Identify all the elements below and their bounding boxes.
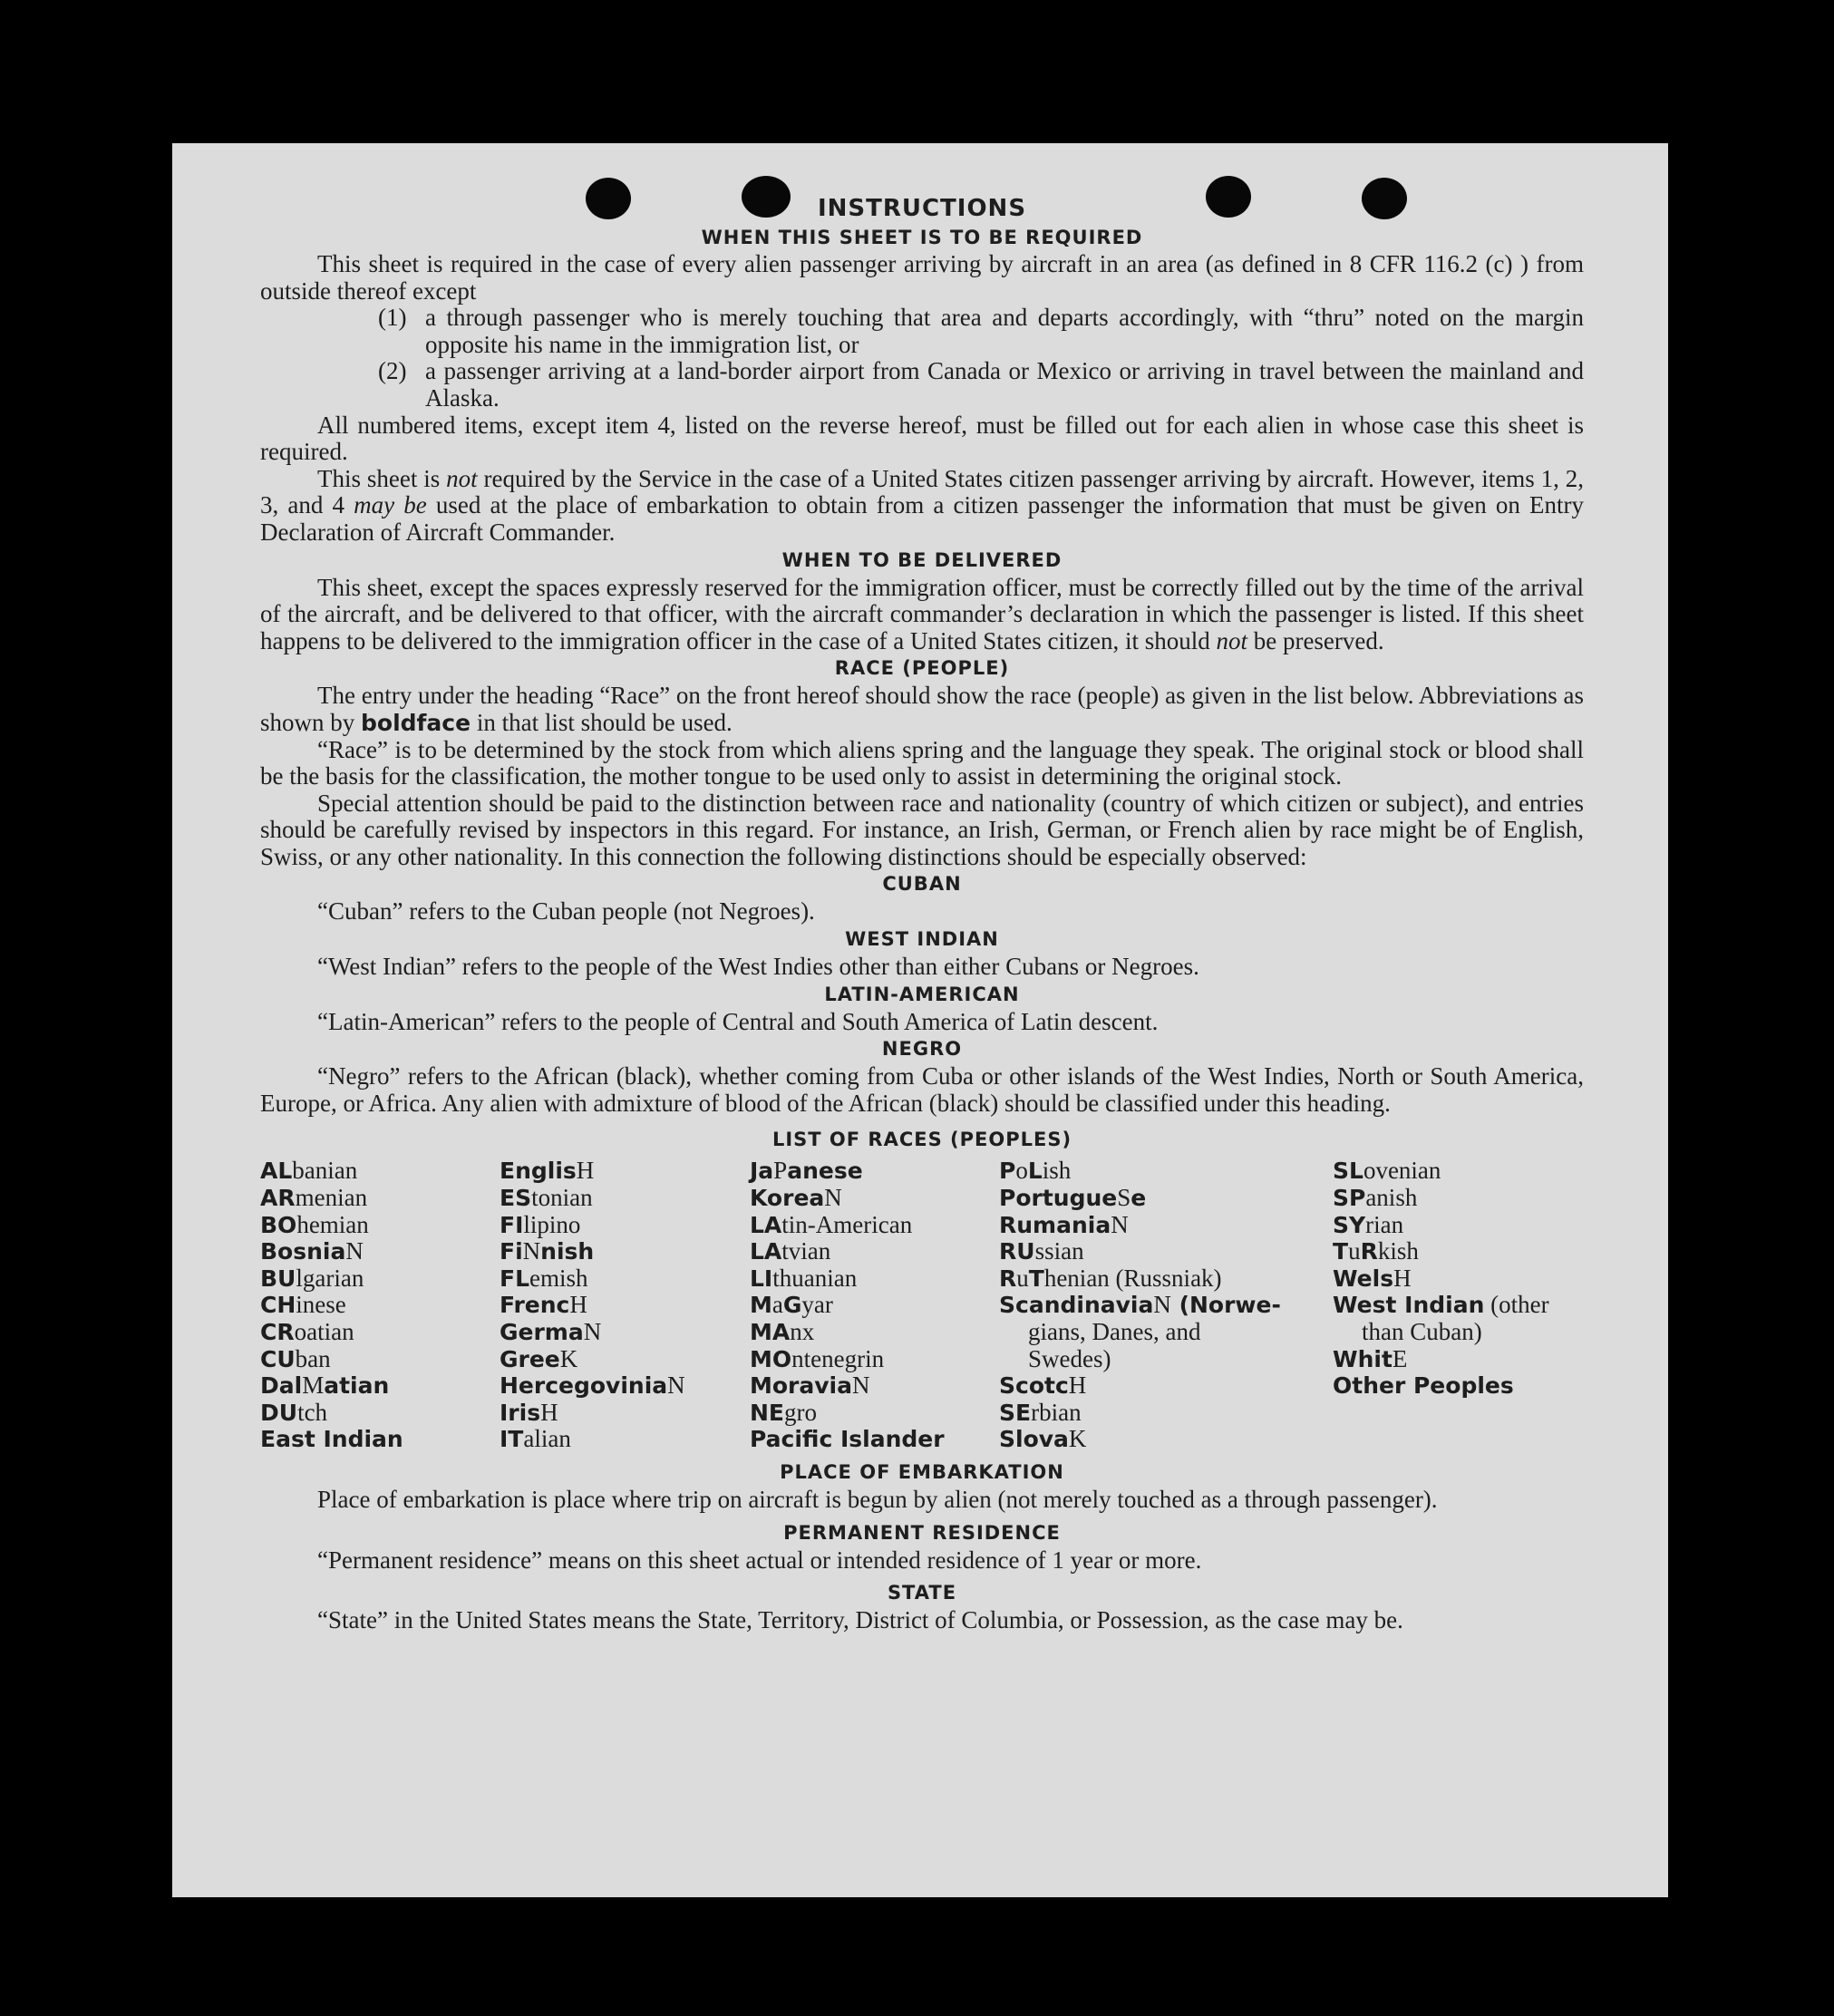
race-entry: West Indian (other (1333, 1291, 1549, 1319)
race-entry: HercegoviniaN (500, 1371, 685, 1400)
races-column (999, 1158, 1333, 1453)
race-entry: FLemish (500, 1264, 588, 1292)
race-entry: CHinese (260, 1291, 346, 1319)
race-entry: EStonian (500, 1184, 593, 1212)
races-column (750, 1158, 999, 1453)
latin-american-definition: “Latin-American” refers to the people of Central and South America of Latin descent. (317, 1007, 1159, 1035)
race-entry: NEgro (750, 1398, 818, 1426)
section-heading-delivered: WHEN TO BE DELIVERED (781, 548, 1063, 571)
race-entry: FiNnish (500, 1237, 595, 1265)
race-entry: ITalian (500, 1425, 571, 1453)
race-entry: FIlipino (500, 1210, 581, 1238)
section-heading-race: RACE (PEOPLE) (834, 657, 1010, 680)
race-entry: SYrian (1333, 1210, 1404, 1238)
section-heading-negro: NEGRO (881, 1038, 963, 1061)
embarkation-definition: Place of embarkation is place where trip on aircraft is begun by alien (not merely touched as a through passenger). (317, 1485, 1438, 1513)
item-number: (1) (378, 304, 407, 332)
page-title: INSTRUCTIONS (817, 195, 1027, 222)
race-entry: CRoatian (260, 1318, 354, 1345)
race-entry: DUtch (260, 1398, 328, 1426)
race-entry: BUlgarian (260, 1264, 364, 1292)
section-heading-cuban: CUBAN (882, 873, 962, 896)
race-entry: gians, Danes, and (1028, 1318, 1201, 1345)
numbered-items-paragraph: All numbered items, except item 4, listed on the reverse hereof, must be filled out for each alien in whose case this sheet is required. (260, 411, 1584, 466)
race-entry: Other Peoples (1333, 1372, 1514, 1400)
exception-item (378, 305, 1584, 358)
race-entry: MOntenegrin (750, 1344, 885, 1372)
race-entry: RUssian (999, 1237, 1084, 1265)
race-entry: BOhemian (260, 1210, 369, 1238)
residence-definition: “Permanent residence” means on this sheet actual or intended residence of 1 year or more. (317, 1546, 1202, 1574)
race-entry: CUban (260, 1344, 331, 1372)
race-entry: FrencH (500, 1291, 587, 1319)
section-heading-residence: PERMANENT RESIDENCE (783, 1521, 1061, 1544)
races-list (260, 1158, 1584, 1453)
race-entry: LAtvian (750, 1237, 831, 1265)
race-entry: ScotcH (999, 1371, 1087, 1400)
state-definition: “State” in the United States means the State, Territory, District of Columbia, or Possession, as the case may be. (317, 1606, 1403, 1634)
race-entry: MAnx (750, 1318, 815, 1345)
section-heading-required: WHEN THIS SHEET IS TO BE REQUIRED (701, 227, 1143, 248)
race-paragraph-1: The entry under the heading “Race” on the front hereof should show the race (people) as given in the list below. Abbreviations as shown by boldface in that list should be used. (260, 682, 1584, 736)
section-heading-embarkation: PLACE OF EMBARKATION (780, 1460, 1064, 1483)
race-paragraph-2: “Race” is to be determined by the stock from which aliens spring and the language they speak. The original stock or blood shall be the basis for the classification, the mother tongue to be used only to assist in determining the original stock. (260, 735, 1584, 790)
race-entry: SErbian (999, 1398, 1082, 1426)
race-entry: SlovaK (999, 1425, 1087, 1453)
negro-definition: “Negro” refers to the African (black), whether coming from Cuba or other islands of the West Indies, North or South America, Europe, or Africa. Any alien with admixture of blood of the African (black) should be classified under this heading. (260, 1062, 1584, 1117)
race-entry: JaPanese (750, 1157, 863, 1185)
race-entry: RuThenian (Russniak) (999, 1264, 1222, 1292)
citizen-paragraph: This sheet is not required by the Service in the case of a United States citizen passenger arriving by aircraft. However, items 1, 2, 3, and 4 may be used at the place of embarkation to obtain from a citizen passenger the information that must be given on Entry Declaration of Aircraft Commander. (260, 464, 1585, 546)
section-heading-races-list: LIST OF RACES (PEOPLES) (771, 1129, 1072, 1151)
section-heading-state: STATE (887, 1582, 957, 1604)
race-entry: ALbanian (260, 1157, 358, 1185)
race-entry: Swedes) (1028, 1344, 1111, 1372)
item-text: a passenger arriving at a land-border airport from Canada or Mexico or arriving in travel between the mainland and Alaska. (425, 357, 1584, 412)
race-entry: SLovenian (1333, 1157, 1441, 1185)
race-entry: GermaN (500, 1318, 602, 1345)
race-entry: PortugueSe (999, 1184, 1147, 1212)
race-entry: ARmenian (260, 1184, 368, 1212)
race-entry: MoraviaN (750, 1371, 870, 1400)
section-heading-latin-american: LATIN-AMERICAN (824, 983, 1020, 1005)
cuban-definition: “Cuban” refers to the Cuban people (not Negroes). (317, 897, 815, 926)
race-entry: RumaniaN (999, 1210, 1129, 1238)
race-entry: MaGyar (750, 1291, 833, 1319)
race-entry: BosniaN (260, 1237, 364, 1265)
race-entry: ScandinaviaN (Norwe- (999, 1291, 1281, 1319)
instructions-content (260, 193, 1584, 1634)
item-text: a through passenger who is merely touching that area and departs accordingly, with “thru” noted on the margin opposite his name in the immigration list, or (425, 304, 1584, 358)
delivered-paragraph: This sheet, except the spaces expressly reserved for the immigration officer, must be correctly filled out by the time of the arrival of the aircraft, and be delivered to that officer, with the aircraft commander’s declaration in which the passenger is listed. If this sheet happens to be delivered to the immigration officer in the case of a United States citizen, it should not be preserved. (260, 573, 1584, 654)
race-entry: DalMatian (260, 1371, 390, 1400)
race-entry: PoLish (999, 1157, 1072, 1185)
race-entry: SPanish (1333, 1184, 1418, 1212)
race-entry: EnglisH (500, 1157, 595, 1185)
race-entry: WhitE (1333, 1344, 1408, 1372)
race-entry: KoreaN (750, 1184, 842, 1212)
races-column (1333, 1158, 1584, 1453)
races-column (500, 1158, 750, 1453)
race-paragraph-3: Special attention should be paid to the distinction between race and nationality (country of which citizen or subject), and entries should be carefully revised by inspectors in this regard. For instance, an Irish, German, or French alien by race might be of English, Swiss, or any other nationality. In this connection the following distinctions should be especially observed: (260, 789, 1584, 870)
required-paragraph: This sheet is required in the case of every alien passenger arriving by aircraft in an area (as defined in 8 CFR 116.2 (c) ) from outside thereof except (260, 250, 1584, 305)
race-entry: LAtin-American (750, 1210, 913, 1238)
item-number: (2) (378, 357, 407, 385)
race-entry: LIthuanian (750, 1264, 858, 1292)
race-entry: WelsH (1333, 1264, 1412, 1292)
race-entry: Pacific Islander (750, 1426, 945, 1453)
race-entry: TuRkish (1333, 1237, 1419, 1265)
race-entry: IrisH (500, 1398, 558, 1426)
exception-item (378, 358, 1584, 412)
west-indian-definition: “West Indian” refers to the people of the West Indies other than either Cubans or Negroes. (317, 953, 1199, 981)
race-entry: GreeK (500, 1344, 578, 1372)
race-entry: East Indian (260, 1426, 403, 1453)
document-sheet (172, 143, 1668, 1897)
race-entry: than Cuban) (1362, 1318, 1482, 1345)
section-heading-west-indian: WEST INDIAN (845, 928, 999, 951)
races-column (260, 1158, 500, 1453)
